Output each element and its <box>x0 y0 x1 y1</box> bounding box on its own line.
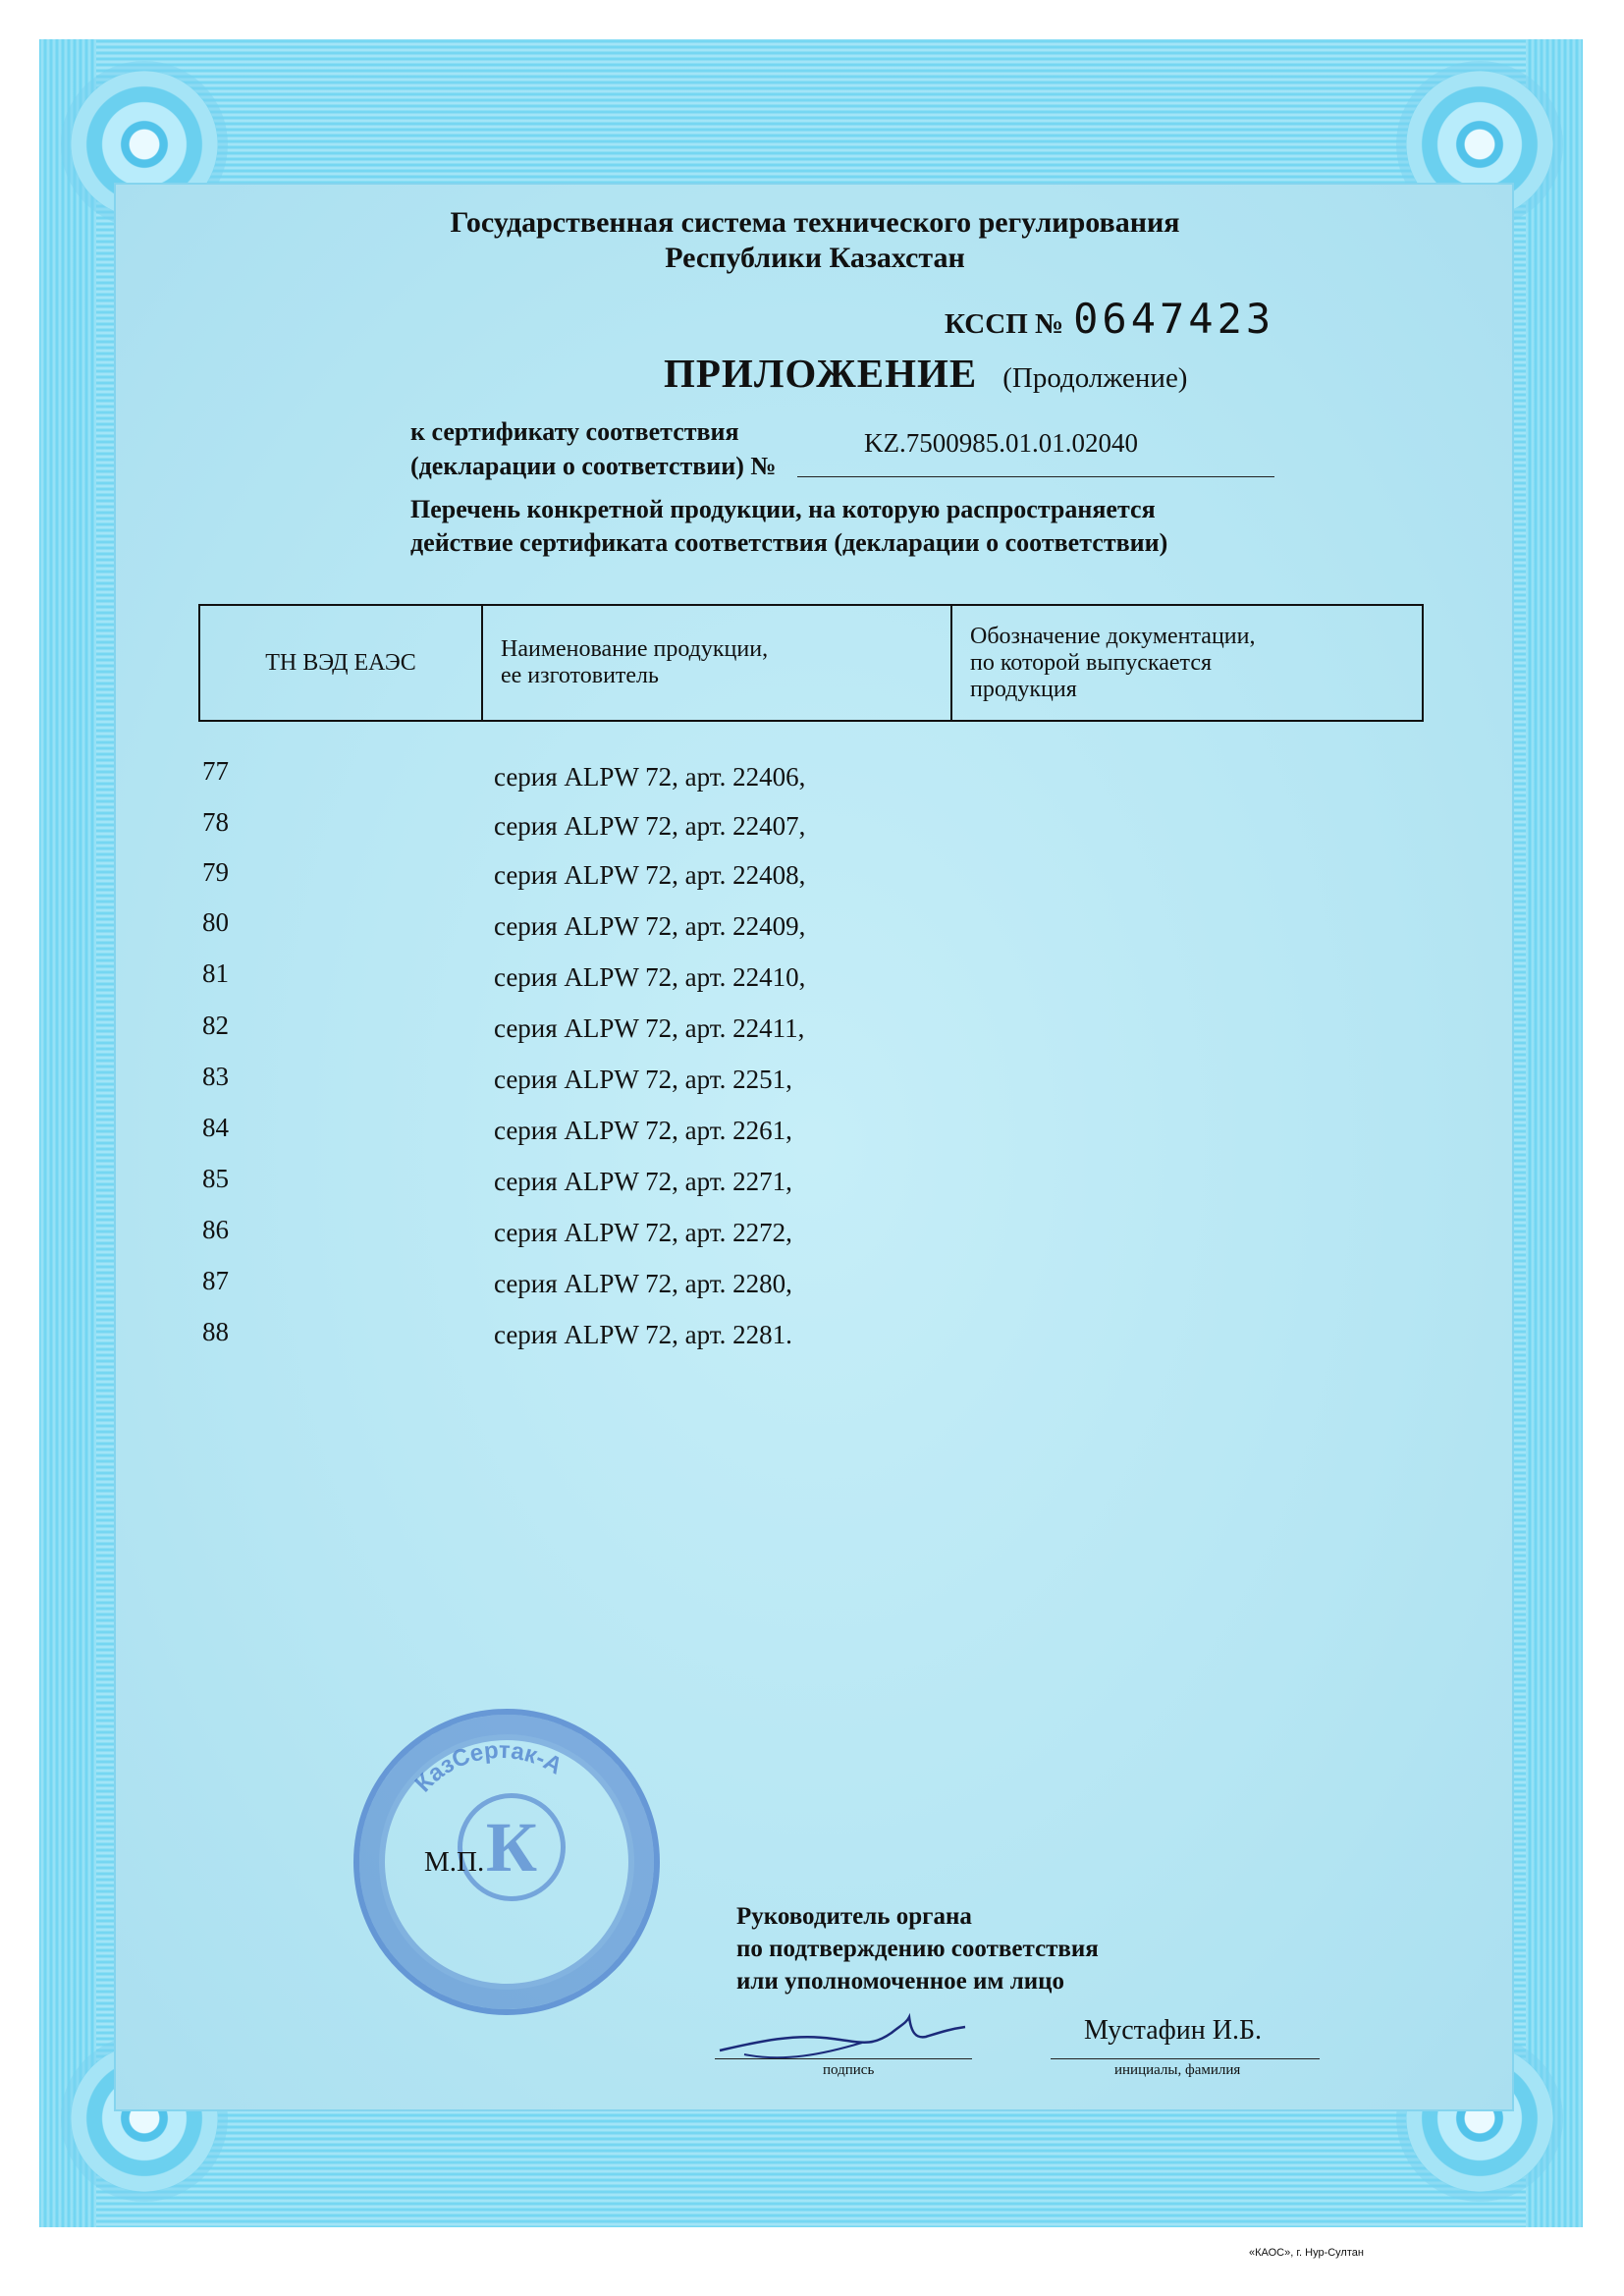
handwritten-signature <box>715 2003 972 2062</box>
list-heading-line1: Перечень конкретной продукции, на которую распространяется <box>410 495 1156 523</box>
row-text: серия ALPW 72, арт. 2271, <box>494 1167 792 1196</box>
column-header-doc-line3: продукция <box>970 676 1077 702</box>
head-line2: по подтверждению соответствия <box>736 1936 1099 1962</box>
column-header-doc-line2: по которой выпускается <box>970 649 1213 676</box>
head-line1: Руководитель органа <box>736 1903 972 1930</box>
row-text: серия ALPW 72, арт. 22411, <box>494 1013 805 1043</box>
row-number: 78 <box>202 807 229 837</box>
column-header-documentation <box>951 605 1423 721</box>
kssp-block <box>945 295 1274 343</box>
name-caption: инициалы, фамилия <box>1114 2062 1241 2078</box>
certificate-label-line2: (декларации о соответствии) № <box>410 452 777 480</box>
row-text: серия ALPW 72, арт. 2251, <box>494 1065 792 1094</box>
list-heading-line2: действие сертификата соответствия (декларации о соответствии) <box>410 528 1168 557</box>
svg-text:КазСертак-А <box>410 1737 568 1797</box>
title-block <box>664 350 1187 397</box>
kssp-number: 0647423 <box>1073 295 1275 343</box>
head-line3: или уполномоченное им лицо <box>736 1968 1065 1995</box>
signature-caption: подпись <box>823 2062 875 2078</box>
row-number: 85 <box>202 1164 229 1193</box>
mp-label: М.П. <box>424 1846 485 1878</box>
row-text: серия ALPW 72, арт. 22410, <box>494 962 806 992</box>
row-number: 87 <box>202 1266 229 1295</box>
printer-mark: «КАОС», г. Нур-Султан <box>1249 2247 1364 2259</box>
row-text: серия ALPW 72, арт. 2272, <box>494 1218 792 1247</box>
row-text: серия ALPW 72, арт. 22406, <box>494 762 806 792</box>
title-continuation: (Продолжение) <box>1002 362 1188 394</box>
certificate-paper <box>114 183 1514 2111</box>
certificate-number: KZ.7500985.01.01.02040 <box>864 428 1138 458</box>
signatory-name: Мустафин И.Б. <box>1084 2015 1263 2046</box>
stamp-text-ring <box>353 1709 648 2003</box>
column-header-product <box>482 605 951 721</box>
header-line2: Республики Казахстан <box>665 242 965 274</box>
column-header-product-line2: ее изготовитель <box>501 663 659 688</box>
column-header-code: ТН ВЭД ЕАЭС <box>199 605 482 721</box>
certificate-label-line1: к сертификату соответствия <box>410 417 739 446</box>
row-number: 80 <box>202 907 229 937</box>
row-number: 86 <box>202 1215 229 1244</box>
name-line <box>1051 2058 1320 2059</box>
table-header <box>198 604 1424 722</box>
signature-line <box>715 2058 972 2059</box>
row-number: 77 <box>202 756 229 786</box>
stamp-text: КазСертак-А <box>409 1736 568 1798</box>
certificate-number-underline <box>797 476 1274 477</box>
row-number: 83 <box>202 1062 229 1091</box>
title-main: ПРИЛОЖЕНИЕ <box>664 351 978 396</box>
row-number: 88 <box>202 1317 229 1346</box>
row-text: серия ALPW 72, арт. 2280, <box>494 1269 792 1298</box>
row-text: серия ALPW 72, арт. 22408, <box>494 860 806 890</box>
row-number: 81 <box>202 958 229 988</box>
row-number: 84 <box>202 1113 229 1142</box>
row-text: серия ALPW 72, арт. 2261, <box>494 1116 792 1145</box>
row-text: серия ALPW 72, арт. 2281. <box>494 1320 792 1349</box>
row-text: серия ALPW 72, арт. 22407, <box>494 811 806 841</box>
column-header-product-line1: Наименование продукции, <box>501 636 769 662</box>
row-number: 79 <box>202 857 229 887</box>
row-text: серия ALPW 72, арт. 22409, <box>494 911 806 941</box>
column-header-doc-line1: Обозначение документации, <box>970 623 1256 649</box>
header-line1: Государственная система технического регулирования <box>450 206 1180 239</box>
row-number: 82 <box>202 1011 229 1040</box>
kssp-label: КССП № <box>945 308 1064 340</box>
